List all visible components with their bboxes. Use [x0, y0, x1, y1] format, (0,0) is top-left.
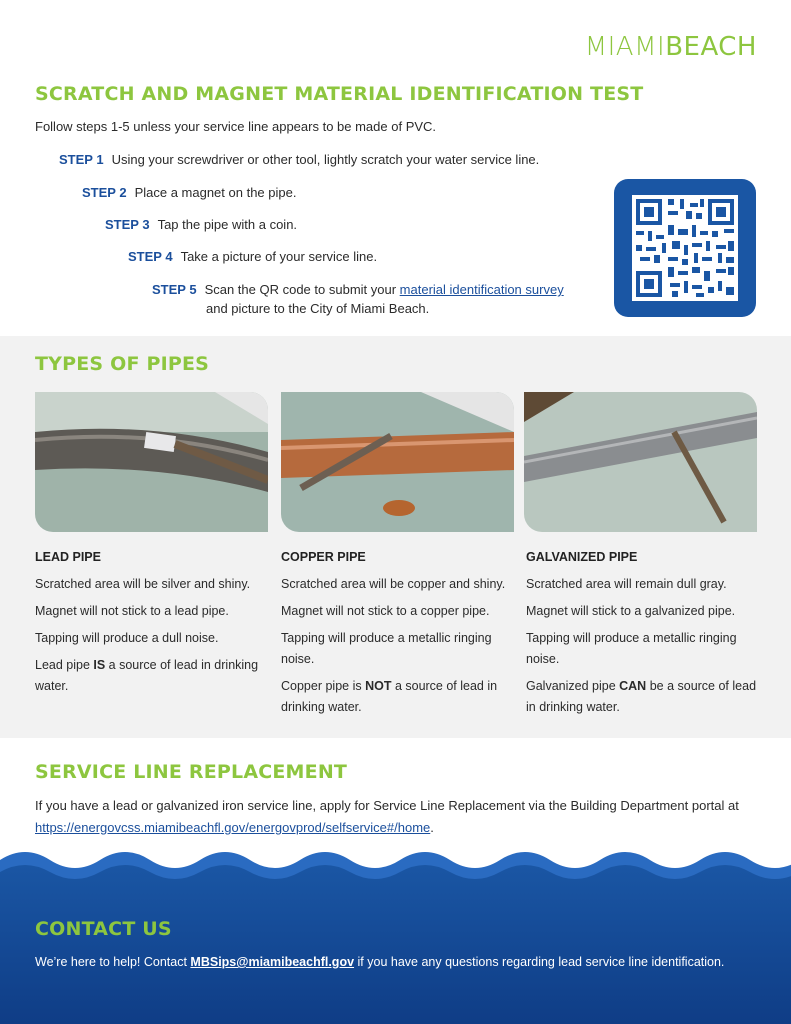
step-4: STEP 4 Take a picture of your service line.	[128, 249, 378, 264]
step-5: STEP 5 Scan the QR code to submit your material identification survey and picture to the City of Miami Beach.	[152, 282, 564, 316]
contact-email-link[interactable]: MBSips@miamibeachfl.gov	[190, 955, 355, 969]
service-line-replacement-title: SERVICE LINE REPLACEMENT	[35, 761, 348, 783]
portal-link[interactable]: https://energovcss.miamibeachfl.gov/energovprod/selfservice#/home	[35, 820, 431, 835]
copper-pipe-column: COPPER PIPE Scratched area will be copper and shiny. Magnet will not stick to a copper pipe. Tapping will produce a metallic ringing noise. Copper pipe is NOT a source of lead in drinking water.	[281, 547, 519, 724]
copper-pipe-heading: COPPER PIPE	[281, 550, 366, 564]
scratch-test-title: SCRATCH AND MAGNET MATERIAL IDENTIFICATION TEST	[35, 83, 644, 105]
lead-pipe-column: LEAD PIPE Scratched area will be silver and shiny. Magnet will not stick to a lead pipe. Tapping will produce a dull noise. Lead pipe IS a source of lead in drinking water.	[35, 547, 273, 703]
lead-pipe-heading: LEAD PIPE	[35, 550, 101, 564]
galvanized-pipe-heading: GALVANIZED PIPE	[526, 550, 638, 564]
intro-text: Follow steps 1-5 unless your service line appears to be made of PVC.	[35, 119, 437, 134]
contact-us-title: CONTACT US	[35, 918, 172, 940]
service-line-replacement-text: If you have a lead or galvanized iron service line, apply for Service Line Replacement via the Building Department portal at https://energovcss.miamibeachfl.gov/energovprod/selfservice#/home.	[35, 798, 739, 835]
survey-link[interactable]: material identification survey	[399, 282, 564, 297]
qr-pattern	[632, 195, 738, 301]
galvanized-pipe-photo	[524, 392, 757, 532]
galvanized-pipe-column: GALVANIZED PIPE Scratched area will remain dull gray. Magnet will stick to a galvanized pipe. Tapping will produce a metallic ringing noise. Galvanized pipe CAN be a source of lead in drinking water.	[526, 547, 764, 724]
copper-pipe-photo	[281, 392, 514, 532]
step-1: STEP 1 Using your screwdriver or other tool, lightly scratch your water service line.	[59, 152, 540, 167]
contact-text: We’re here to help! Contact MBSips@miamibeachfl.gov if you have any questions regarding lead service line identification.	[35, 955, 725, 969]
types-of-pipes-title: TYPES OF PIPES	[35, 353, 210, 375]
qr-code	[614, 179, 756, 317]
step-2: STEP 2 Place a magnet on the pipe.	[82, 185, 297, 200]
step-3: STEP 3 Tap the pipe with a coin.	[105, 217, 298, 232]
lead-pipe-photo	[35, 392, 268, 532]
miami-beach-logo: MIAMIBEACH	[584, 32, 757, 62]
